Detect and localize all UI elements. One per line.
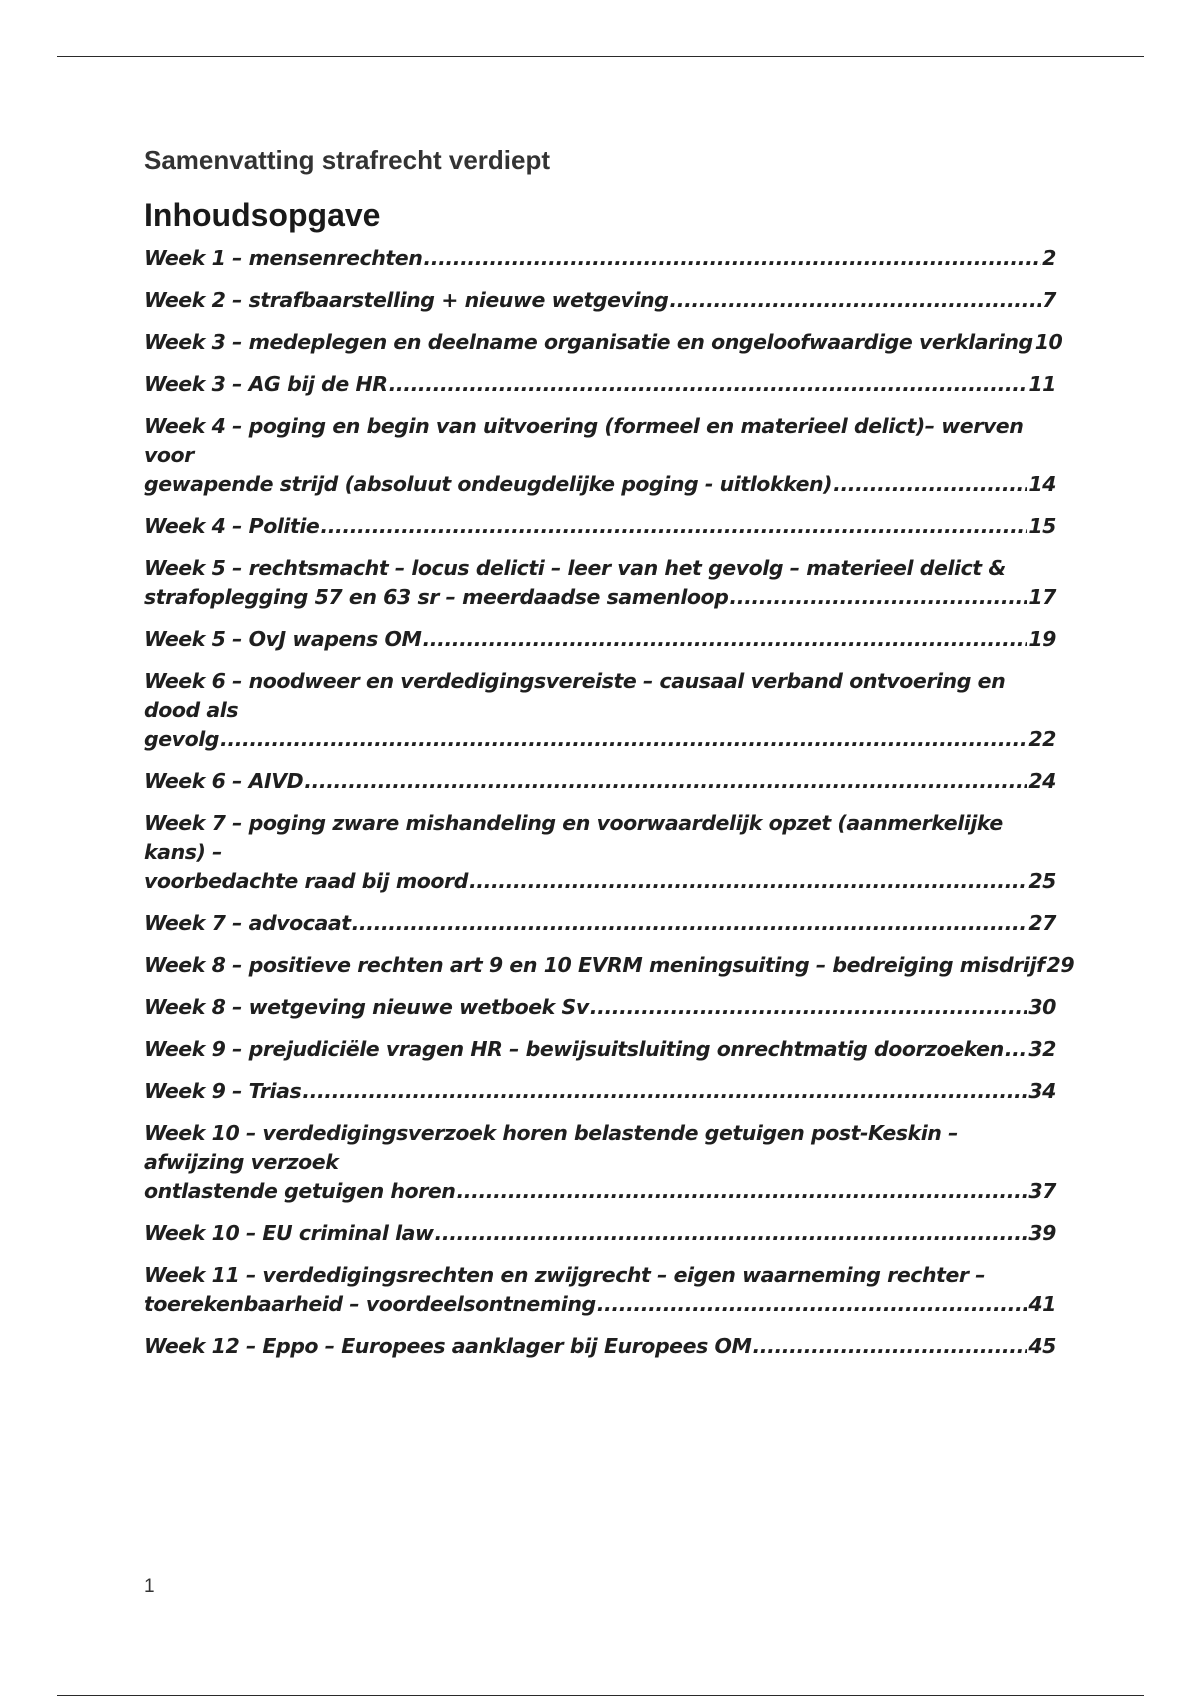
- toc-entry-row: [144, 1177, 1056, 1206]
- toc-entry[interactable]: [144, 767, 1056, 796]
- toc-dot-leader: [469, 867, 1027, 896]
- toc-entry-row: [144, 767, 1056, 796]
- toc-entry-text: Week 4 – Politie: [144, 514, 320, 538]
- toc-entry[interactable]: [144, 412, 1056, 499]
- toc-page-number: 10: [1034, 330, 1063, 354]
- toc-page-number: 32: [1028, 1037, 1056, 1061]
- toc-entry-row: [144, 244, 1056, 273]
- toc-page-number: 15: [1028, 514, 1056, 538]
- toc-entry[interactable]: [144, 951, 1075, 980]
- toc-page-number: 29: [1046, 953, 1075, 977]
- toc-page-number: 2: [1042, 246, 1056, 270]
- toc-page-number: 24: [1028, 769, 1056, 793]
- toc-dot-leader: [1005, 1035, 1028, 1064]
- toc-entry-text: gevolg: [144, 727, 220, 751]
- toc-entry[interactable]: [144, 370, 1056, 399]
- toc-entry-text: strafoplegging 57 en 63 sr – meerdaadse samenloop: [144, 585, 729, 609]
- table-of-contents: [144, 244, 1075, 1361]
- toc-dot-leader: [435, 1219, 1028, 1248]
- toc-entry-text: Week 8 – wetgeving nieuwe wetboek Sv: [144, 995, 589, 1019]
- toc-dot-leader: [456, 1177, 1027, 1206]
- header-rule: [57, 56, 1144, 57]
- toc-page-number: 27: [1028, 911, 1056, 935]
- toc-entry-text: Week 9 – Trias: [144, 1079, 302, 1103]
- toc-entry-text: Week 3 – medeplegen en deelname organisatie en ongeloofwaardige verklaring: [144, 330, 1033, 354]
- toc-dot-leader: [320, 512, 1027, 541]
- toc-page-number: 14: [1028, 472, 1056, 496]
- page-content: [144, 140, 1075, 1374]
- toc-dot-leader: [389, 370, 1028, 399]
- toc-entry[interactable]: [144, 1261, 1056, 1319]
- toc-entry[interactable]: [144, 667, 1056, 754]
- toc-page-number: 17: [1028, 585, 1056, 609]
- toc-entry-row: [144, 625, 1056, 654]
- toc-entry-text: Week 7 – advocaat: [144, 911, 351, 935]
- toc-page-number: 25: [1028, 869, 1056, 893]
- toc-entry[interactable]: [144, 1119, 1056, 1206]
- toc-entry-text: Week 9 – prejudiciële vragen HR – bewijsuitsluiting onrechtmatig doorzoeken: [144, 1037, 1004, 1061]
- toc-entry-text: toerekenbaarheid – voordeelsontneming: [144, 1292, 596, 1316]
- toc-entry-row: [144, 1077, 1056, 1106]
- toc-dot-leader: [669, 286, 1041, 315]
- toc-entry-text: Week 6 – AIVD: [144, 769, 304, 793]
- toc-entry[interactable]: [144, 1077, 1056, 1106]
- toc-dot-leader: [729, 583, 1027, 612]
- toc-entry[interactable]: [144, 328, 1063, 357]
- toc-entry-row: [144, 1219, 1056, 1248]
- toc-entry-row: [144, 909, 1056, 938]
- toc-entry-row: [144, 725, 1056, 754]
- toc-entry-text: Week 7 – poging zware mishandeling en voorwaardelijk opzet (aanmerkelijke kans) –: [144, 811, 1003, 864]
- toc-page-number: 41: [1028, 1292, 1056, 1316]
- toc-entry[interactable]: [144, 512, 1056, 541]
- toc-dot-leader: [590, 993, 1028, 1022]
- toc-dot-leader: [752, 1332, 1027, 1361]
- toc-page-number: 22: [1028, 727, 1056, 751]
- toc-entry-row: [144, 1035, 1056, 1064]
- toc-entry-row: [144, 583, 1056, 612]
- toc-entry-text: Week 5 – rechtsmacht – locus delicti – leer van het gevolg – materieel delict &: [144, 556, 1006, 580]
- toc-entry-text: Week 10 – verdedigingsverzoek horen belastende getuigen post-Keskin – afwijzing verzoek: [144, 1121, 958, 1174]
- toc-entry[interactable]: [144, 1219, 1056, 1248]
- toc-entry[interactable]: [144, 809, 1056, 896]
- toc-entry-text: Week 10 – EU criminal law: [144, 1221, 434, 1245]
- toc-entry[interactable]: [144, 554, 1056, 612]
- toc-page-number: 19: [1028, 627, 1056, 651]
- toc-page-number: 45: [1028, 1334, 1056, 1358]
- toc-page-number: 7: [1042, 288, 1056, 312]
- toc-entry-text: voorbedachte raad bij moord: [144, 869, 468, 893]
- toc-entry-row: [144, 1290, 1056, 1319]
- toc-page-number: 11: [1028, 372, 1056, 396]
- toc-entry-text: Week 5 – OvJ wapens OM: [144, 627, 422, 651]
- toc-entry-row: [144, 951, 1075, 980]
- toc-entry-row: [144, 286, 1056, 315]
- toc-entry-text: ontlastende getuigen horen: [144, 1179, 456, 1203]
- toc-page-number: 37: [1028, 1179, 1056, 1203]
- toc-entry[interactable]: [144, 625, 1056, 654]
- toc-dot-leader: [833, 470, 1027, 499]
- toc-entry-text: Week 11 – verdedigingsrechten en zwijgrecht – eigen waarneming rechter –: [144, 1263, 986, 1287]
- toc-entry-text: Week 6 – noodweer en verdedigingsvereiste – causaal verband ontvoering en dood als: [144, 669, 1006, 722]
- page-number: 1: [144, 1576, 155, 1597]
- toc-entry[interactable]: [144, 909, 1056, 938]
- toc-heading: Inhoudsopgave: [144, 197, 381, 233]
- toc-entry[interactable]: [144, 286, 1056, 315]
- toc-dot-leader: [352, 909, 1028, 938]
- toc-dot-leader: [302, 1077, 1027, 1106]
- toc-page-number: 34: [1028, 1079, 1056, 1103]
- document-title: Samenvatting strafrecht verdiept: [144, 145, 551, 175]
- toc-entry-text: Week 1 – mensenrechten: [144, 246, 423, 270]
- toc-page-number: 39: [1028, 1221, 1056, 1245]
- toc-dot-leader: [304, 767, 1027, 796]
- toc-entry-text: Week 4 – poging en begin van uitvoering (formeel en materieel delict)– werven voor: [144, 414, 1024, 467]
- toc-dot-leader: [220, 725, 1027, 754]
- toc-entry-row: [144, 470, 1056, 499]
- toc-entry[interactable]: [144, 1035, 1056, 1064]
- toc-page-number: 30: [1028, 995, 1056, 1019]
- toc-entry-row: [144, 328, 1063, 357]
- toc-entry-row: [144, 993, 1056, 1022]
- toc-entry-row: [144, 867, 1056, 896]
- toc-entry[interactable]: [144, 1332, 1056, 1361]
- footer-rule: [57, 1695, 1144, 1696]
- toc-entry-row: [144, 1332, 1056, 1361]
- toc-entry[interactable]: [144, 244, 1056, 273]
- toc-entry-text: Week 3 – AG bij de HR: [144, 372, 388, 396]
- toc-dot-leader: [423, 244, 1041, 273]
- toc-dot-leader: [597, 1290, 1028, 1319]
- toc-entry-text: gewapende strijd (absoluut ondeugdelijke poging - uitlokken): [144, 472, 833, 496]
- toc-entry-row: [144, 512, 1056, 541]
- toc-dot-leader: [422, 625, 1027, 654]
- toc-entry-row: [144, 370, 1056, 399]
- toc-entry-text: Week 2 – strafbaarstelling + nieuwe wetgeving: [144, 288, 669, 312]
- toc-entry[interactable]: [144, 993, 1056, 1022]
- toc-entry-text: Week 8 – positieve rechten art 9 en 10 EVRM meningsuiting – bedreiging misdrijf: [144, 953, 1045, 977]
- toc-entry-text: Week 12 – Eppo – Europees aanklager bij Europees OM: [144, 1334, 752, 1358]
